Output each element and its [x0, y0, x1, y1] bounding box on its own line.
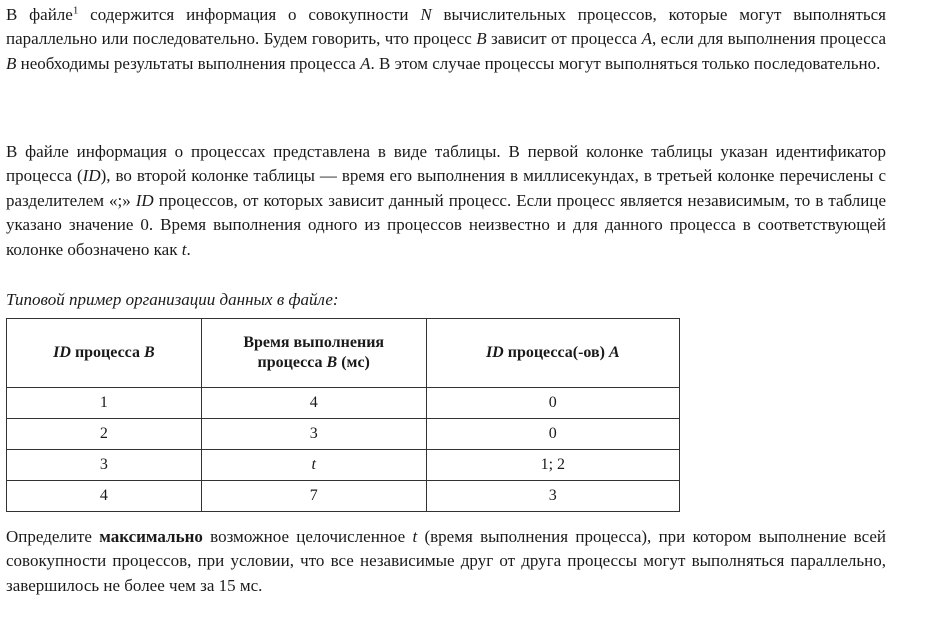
text: (мс)	[337, 354, 370, 371]
intro-paragraph	[6, 3, 886, 76]
header-process-id	[7, 319, 202, 388]
var-a: A	[360, 53, 371, 73]
text: процесса(-ов)	[503, 344, 609, 361]
var-b: B	[143, 344, 155, 361]
text: вычислительных процессов, которые могут выполняться параллельно или последовательно. Будем говорить, что процесс	[6, 5, 886, 49]
cell-deps: 1; 2	[426, 450, 679, 481]
cell-time: t	[201, 450, 426, 481]
header-dependency-ids	[426, 319, 679, 388]
var-b: B	[6, 53, 17, 73]
table-row	[7, 481, 680, 512]
cell-time: 7	[201, 481, 426, 512]
text: В файле	[6, 5, 73, 24]
emphasis: максимально	[99, 527, 203, 546]
text: (время выполнения процесса), при котором выполнение всей совокупности процессов, при условии, что все независимые друг от друга процессы могут выполняться параллельно, завершилось не более чем за 15 мс.	[6, 527, 886, 595]
var-id: ID	[82, 166, 101, 186]
cell-id: 1	[7, 388, 202, 419]
cell-deps: 0	[426, 419, 679, 450]
text: процесса	[257, 354, 327, 371]
var-b: B	[326, 354, 338, 371]
text: , если для выполнения процесса	[651, 29, 887, 49]
var-t: t	[412, 527, 418, 546]
var-b: B	[476, 29, 487, 49]
table-header-row	[7, 319, 680, 388]
text: содержится информация о совокупности	[78, 5, 421, 24]
var-n: N	[420, 5, 432, 24]
text: .	[186, 239, 191, 259]
footnote-marker: 1	[72, 4, 79, 17]
table-row	[7, 419, 680, 450]
var-t: t	[181, 239, 187, 259]
var-id: ID	[485, 344, 504, 361]
var-id: ID	[135, 190, 154, 210]
var-a: A	[641, 29, 652, 49]
text: Время выполнения	[243, 334, 385, 351]
cell-id: 3	[7, 450, 202, 481]
text: необходимы результаты выполнения процесса	[16, 53, 361, 73]
text: зависит от процесса	[486, 29, 642, 49]
table-row	[7, 450, 680, 481]
cell-time: 3	[201, 419, 426, 450]
text: Определите	[6, 527, 100, 546]
text: возможное целочисленное	[202, 527, 413, 546]
text: . В этом случае процессы могут выполняться только последовательно.	[370, 53, 881, 73]
question-paragraph	[6, 525, 886, 598]
cell-deps: 0	[426, 388, 679, 419]
table-row	[7, 388, 680, 419]
process-table	[6, 318, 680, 512]
format-paragraph	[6, 140, 886, 262]
header-exec-time	[201, 319, 426, 388]
cell-deps: 3	[426, 481, 679, 512]
cell-id: 4	[7, 481, 202, 512]
var-a: A	[608, 344, 620, 361]
text: В файле информация о процессах представлена в виде таблицы. В первой колонке таблицы указан идентификатор процесса (	[6, 142, 886, 186]
text: ), во второй колонке таблицы — время его выполнения в миллисекундах, в третьей колонке перечислены с разделителем «;»	[6, 166, 886, 210]
cell-time: 4	[201, 388, 426, 419]
text: процесса	[70, 344, 144, 361]
cell-id: 2	[7, 419, 202, 450]
var-id: ID	[53, 344, 71, 361]
example-caption: Типовой пример организации данных в файле:	[6, 290, 339, 309]
text: процессов, от которых зависит данный процесс. Если процесс является независимым, то в таблице указано значение 0. Время выполнения одного из процессов неизвестно и для данного процесса в соответствующей колонке обозначено как	[6, 190, 886, 259]
